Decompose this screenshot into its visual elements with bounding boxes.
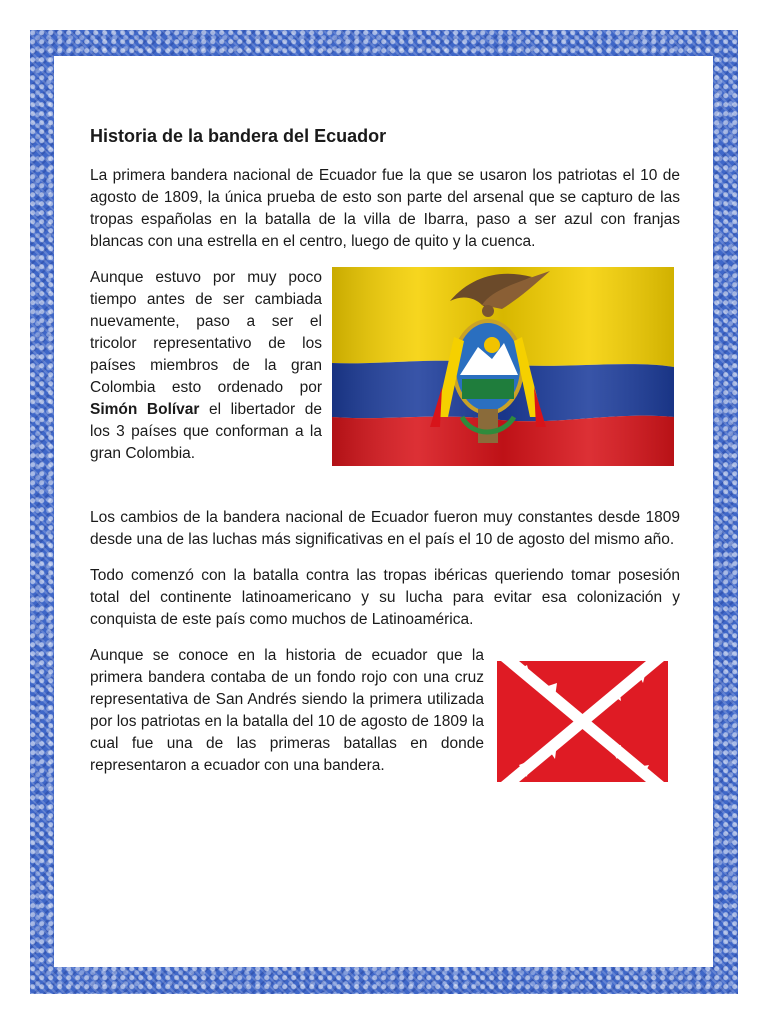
paragraph-constant-changes: Los cambios de la bandera nacional de Ecuador fueron muy constantes desde 1809 desde una de las luchas más significativas en el país el 10 de agosto del mismo año.: [90, 509, 680, 548]
paragraph-text-after-name: el libertador de los 3 países que conforman a la gran Colombia.: [90, 401, 322, 462]
paragraph-gran-colombia: [90, 267, 322, 465]
document-title: Historia de la bandera del Ecuador: [90, 126, 387, 146]
paragraph-iberian-battle: Todo comenzó con la batalla contra las tropas ibéricas queriendo tomar posesión total del continente latinoamericano y su lucha para evitar esa colonización y conquista de este país como muchos de Latinoamérica.: [90, 567, 680, 628]
document-body: [90, 126, 680, 805]
section-first-flag-cross: [90, 645, 680, 805]
page: [54, 56, 713, 967]
paragraph-san-andres-cross: Aunque se conoce en la historia de ecuador que la primera bandera contaba de un fondo rojo con una cruz representativa de San Andrés siendo la primera utilizada por los patriotas en la batalla del 10 de agosto de 1809 la cual fue una de las primeras batallas en donde representaron a ecuador con una bandera.: [90, 647, 484, 774]
paragraph-first-flag: La primera bandera nacional de Ecuador fue la que se usaron los patriotas el 10 de agosto de 1809, la única prueba de esto son parte del arsenal que se capturo de las tropas españolas en la batalla de la villa de Ibarra, paso a ser azul con franjas blancas con una estrella en el centro, luego de quito y la cuenca.: [90, 167, 680, 250]
ecuador-flag-image: [332, 267, 674, 466]
section-gran-colombia: [90, 267, 680, 493]
paragraph-text-before-name: Aunque estuvo por muy poco tiempo antes de ser cambiada nuevamente, paso a ser el tricolor representativo de los países miembros de la gran Colombia esto ordenado por: [90, 269, 322, 396]
bolivar-name: Simón Bolívar: [90, 401, 200, 418]
burgundy-cross-flag-image: [497, 661, 668, 782]
